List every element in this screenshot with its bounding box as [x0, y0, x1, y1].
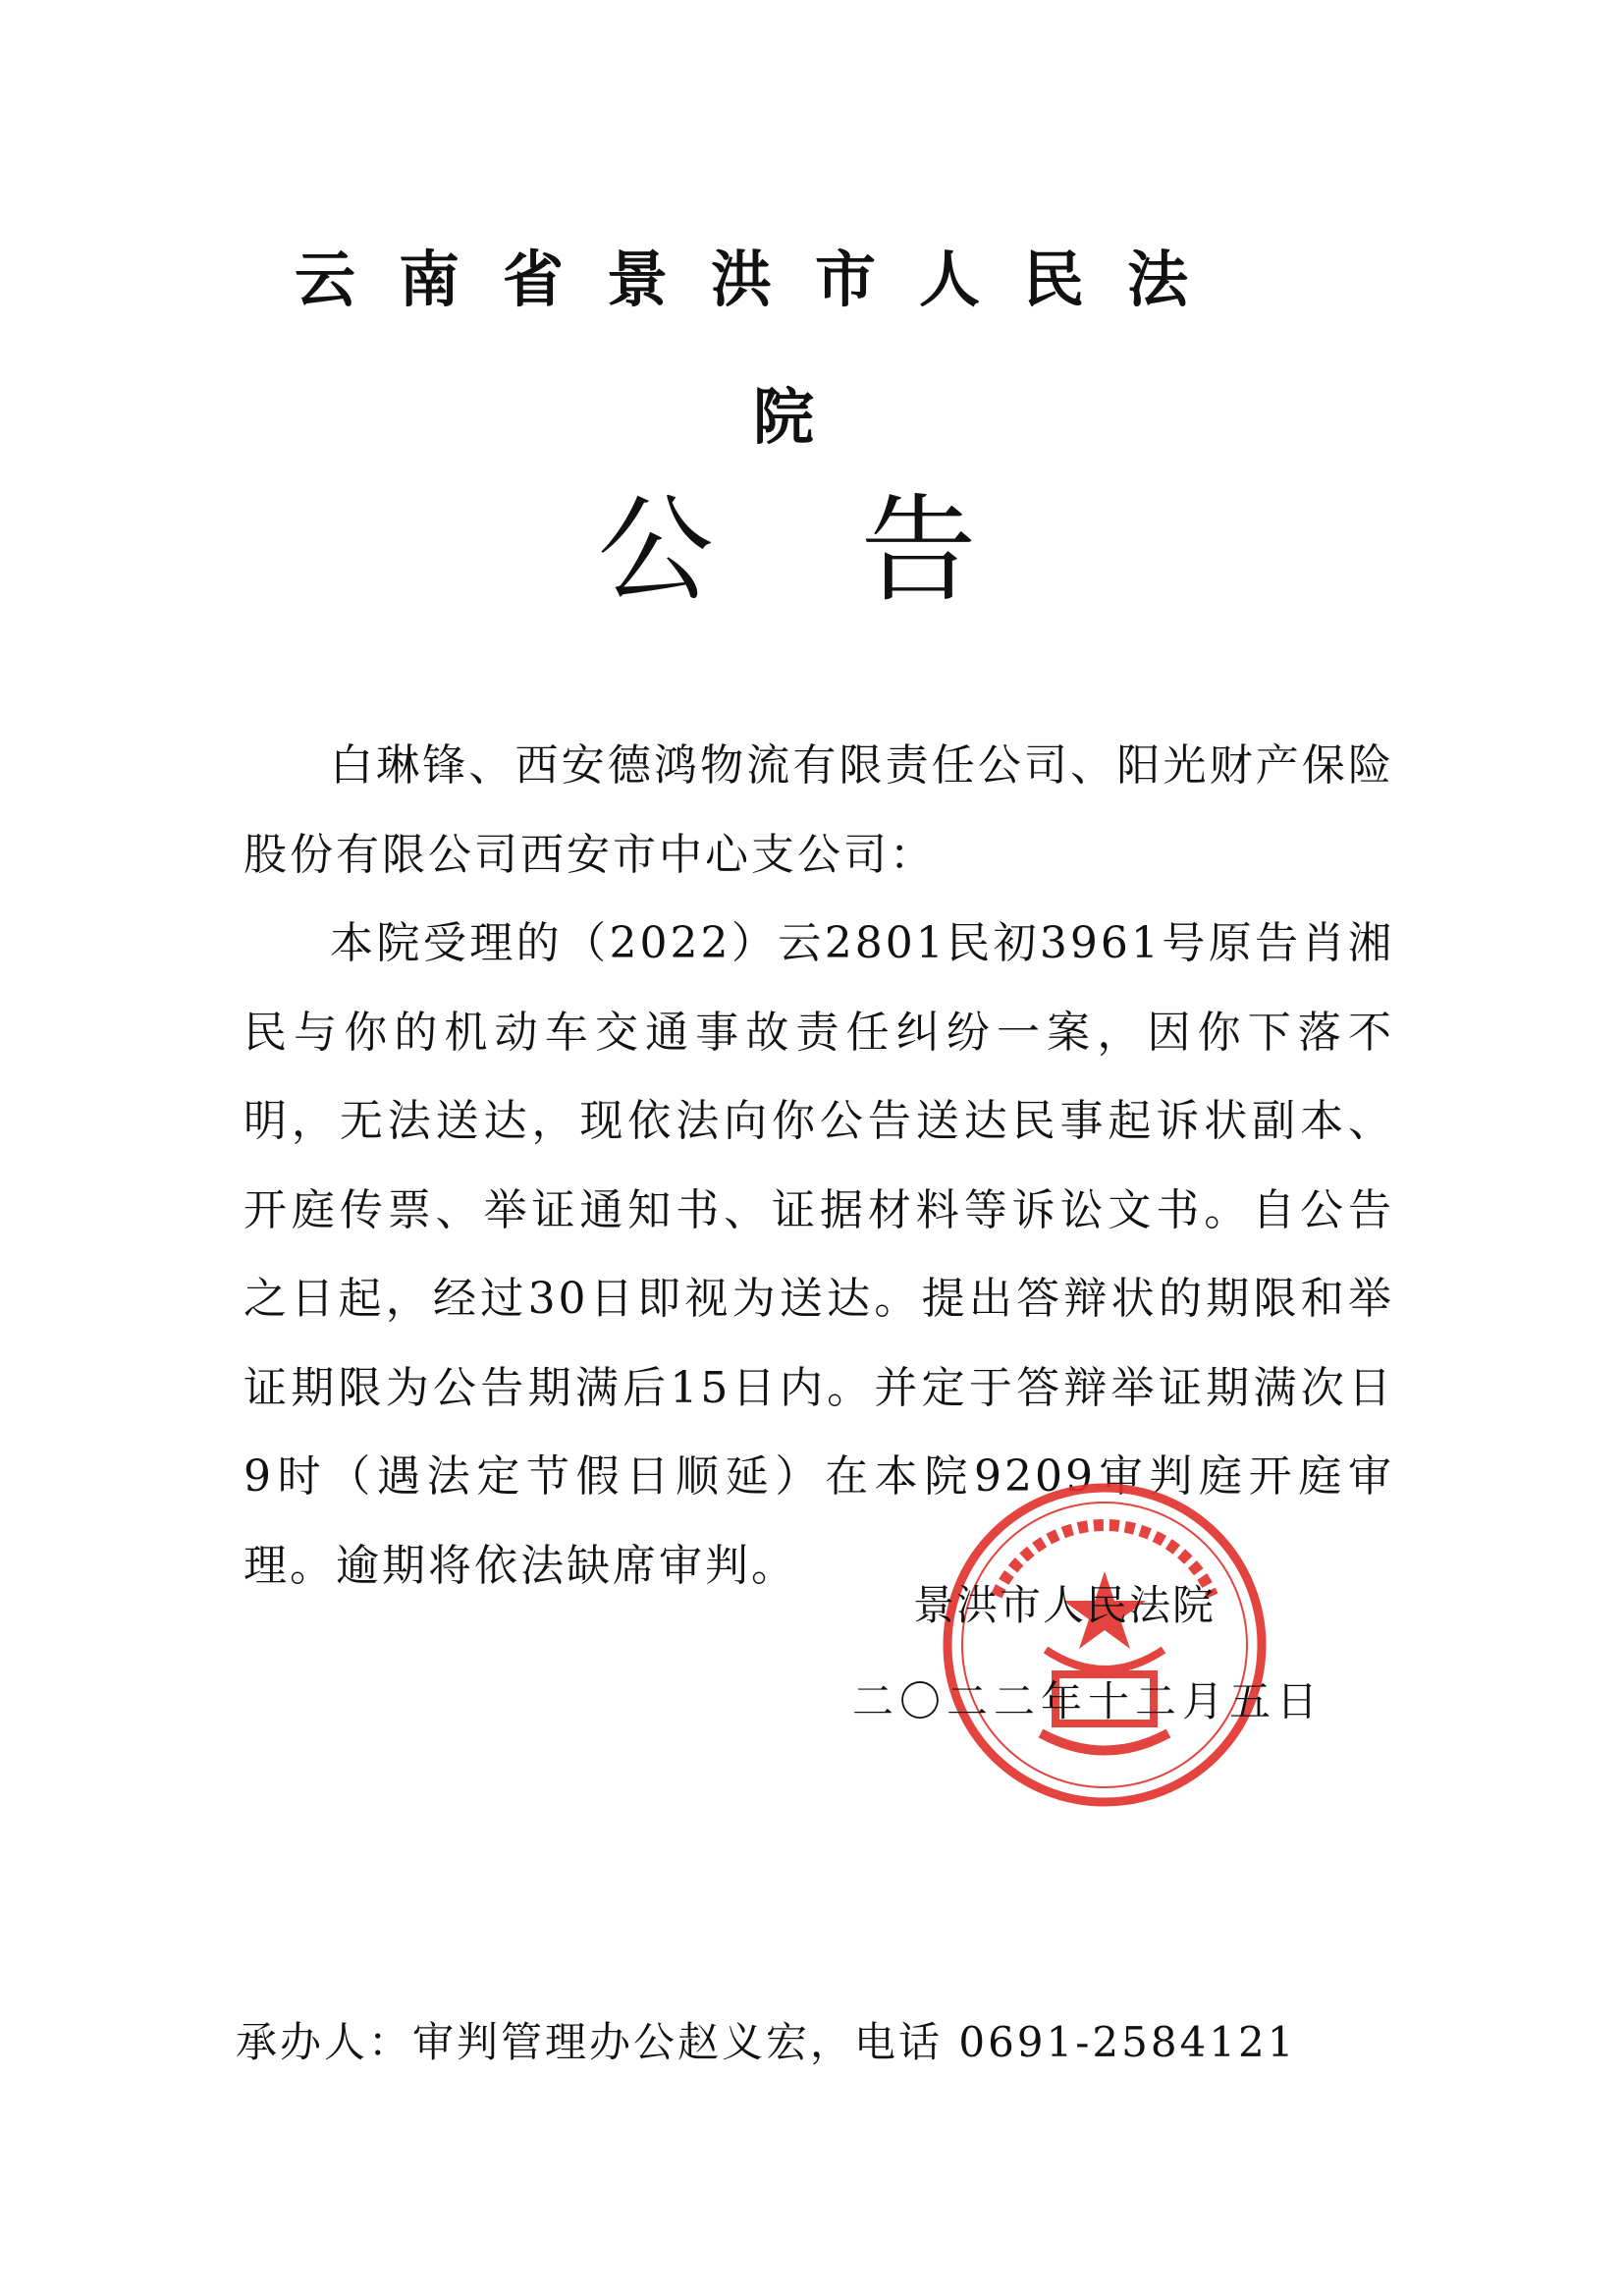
signing-date: 二〇二二年十二月五日: [852, 1677, 1325, 1725]
notice-title: 公告: [597, 482, 1124, 618]
signature-block: [0, 1576, 1623, 1871]
court-name-line2: 院: [752, 381, 857, 453]
content-paragraph: 本院受理的（2022）云2801民初3961号原告肖湘民与你的机动车交通事故责任纠纷一案，因你下落不明，无法送达，现依法向你公告送达民事起诉状副本、开庭传票、举证通知书、证据材料等诉讼文书。自公告之日起，经过30日即视为送达。提出答辩状的期限和举证期限为公告期满后15日内。并定于答辩举证期满次日9时（遇法定节假日顺延）在本院9209审判庭开庭审理。逾期将依法缺席审判。: [243, 918, 1394, 1591]
contact-line: 承办人：审判管理办公赵义宏，电话 0691-2584121: [236, 2018, 1297, 2066]
signing-court: 景洪市人民法院: [913, 1581, 1217, 1629]
addressee-paragraph: 白琳锋、西安德鸿物流有限责任公司、阳光财产保险股份有限公司西安市中心支公司：: [243, 740, 1394, 880]
court-name-line1: 云南省景洪市人民法: [295, 244, 1232, 315]
court-seal-stamp: [938, 1478, 1271, 1812]
court-name-heading: [295, 211, 1375, 486]
